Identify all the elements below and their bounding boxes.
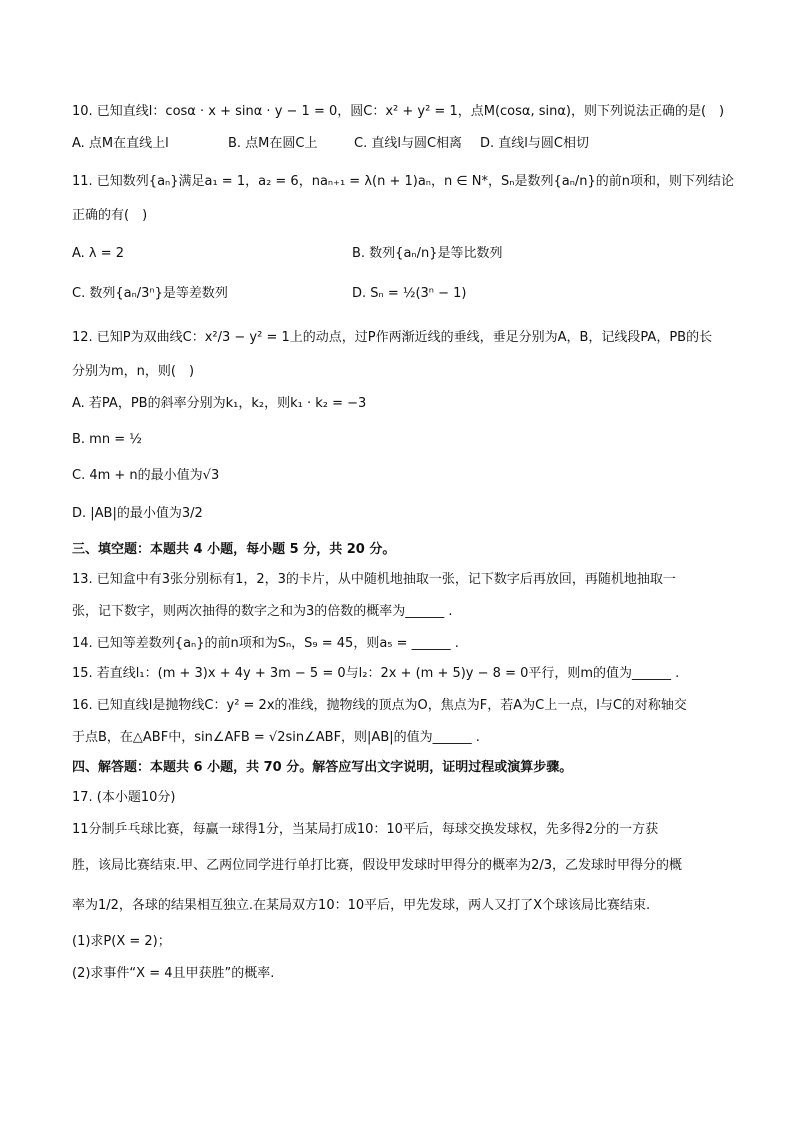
q11-stem-line2: 正确的有( ) (72, 208, 148, 223)
q10-option-a: A. 点M在直线上l (72, 136, 169, 151)
q12-option-a: A. 若PA，PB的斜率分别为k₁，k₂，则k₁ · k₂ = −3 (72, 396, 367, 411)
q12-option-b: B. mn = ½ (72, 432, 142, 447)
q17-header: 17. (本小题10分) (72, 790, 176, 805)
q12-stem-line2: 分别为m，n，则( ) (72, 364, 195, 379)
q10-stem: 10. 已知直线l：cosα · x + sinα · y − 1 = 0，圆C：x² + y² = 1，点M(cosα, sinα)，则下列说法正确的是( ) (72, 104, 725, 119)
q14: 14. 已知等差数列{aₙ}的前n项和为Sₙ，S₉ = 45，则a₅ = ______ . (72, 636, 459, 651)
q16-line1: 16. 已知直线l是抛物线C：y² = 2x的准线，抛物线的顶点为O，焦点为F，若A为C上一点，l与C的对称轴交 (72, 698, 687, 713)
q11-option-c: C. 数列{aₙ/3ⁿ}是等差数列 (72, 286, 228, 301)
q17-para3: 率为1/2，各球的结果相互独立.在某局双方10：10平后，甲先发球，两人又打了X个球该局比赛结束. (72, 898, 651, 913)
q11-option-b: B. 数列{aₙ/n}是等比数列 (352, 246, 503, 261)
q17-para2: 胜，该局比赛结束.甲、乙两位同学进行单打比赛，假设甲发球时甲得分的概率为2/3，乙发球时甲得分的概 (72, 858, 683, 873)
q11-option-d: D. Sₙ = ½(3ⁿ − 1) (352, 286, 467, 301)
q13-line2: 张，记下数字，则两次抽得的数字之和为3的倍数的概率为______ . (72, 604, 453, 619)
q12-stem-line1: 12. 已知P为双曲线C：x²/3 − y² = 1上的动点，过P作两渐近线的垂线，垂足分别为A，B，记线段PA，PB的长 (72, 330, 713, 345)
q10-option-d: D. 直线l与圆C相切 (480, 136, 589, 151)
q10-option-c: C. 直线l与圆C相离 (354, 136, 463, 151)
q17-sub2: (2)求事件“X = 4且甲获胜”的概率. (72, 966, 275, 981)
q10-option-b: B. 点M在圆C上 (228, 136, 318, 151)
section-fill-in-blanks: 三、填空题：本题共 4 小题，每小题 5 分，共 20 分。 (72, 542, 396, 557)
q17-sub1: (1)求P(X = 2)； (72, 934, 171, 949)
section-solutions: 四、解答题：本题共 6 小题，共 70 分。解答应写出文字说明，证明过程或演算步骤。 (72, 760, 573, 775)
q15: 15. 若直线l₁：(m + 3)x + 4y + 3m − 5 = 0与l₂：2x + (m + 5)y − 8 = 0平行，则m的值为______ . (72, 666, 680, 681)
q11-stem-line1: 11. 已知数列{aₙ}满足a₁ = 1，a₂ = 6，naₙ₊₁ = λ(n + 1)aₙ，n ∈ N*，Sₙ是数列{aₙ/n}的前n项和，则下列结论 (72, 174, 735, 189)
q13-line1: 13. 已知盒中有3张分别标有1，2，3的卡片，从中随机地抽取一张，记下数字后再放回，再随机地抽取一 (72, 572, 676, 587)
q17-para1: 11分制乒乓球比赛，每赢一球得1分，当某局打成10：10平后，每球交换发球权，先多得2分的一方获 (72, 822, 659, 837)
q12-option-c: C. 4m + n的最小值为√3 (72, 468, 220, 483)
q16-line2: 于点B，在△ABF中，sin∠AFB = √2sin∠ABF，则|AB|的值为______ . (72, 730, 480, 745)
q11-option-a: A. λ = 2 (72, 246, 125, 261)
q12-option-d: D. |AB|的最小值为3/2 (72, 506, 203, 521)
